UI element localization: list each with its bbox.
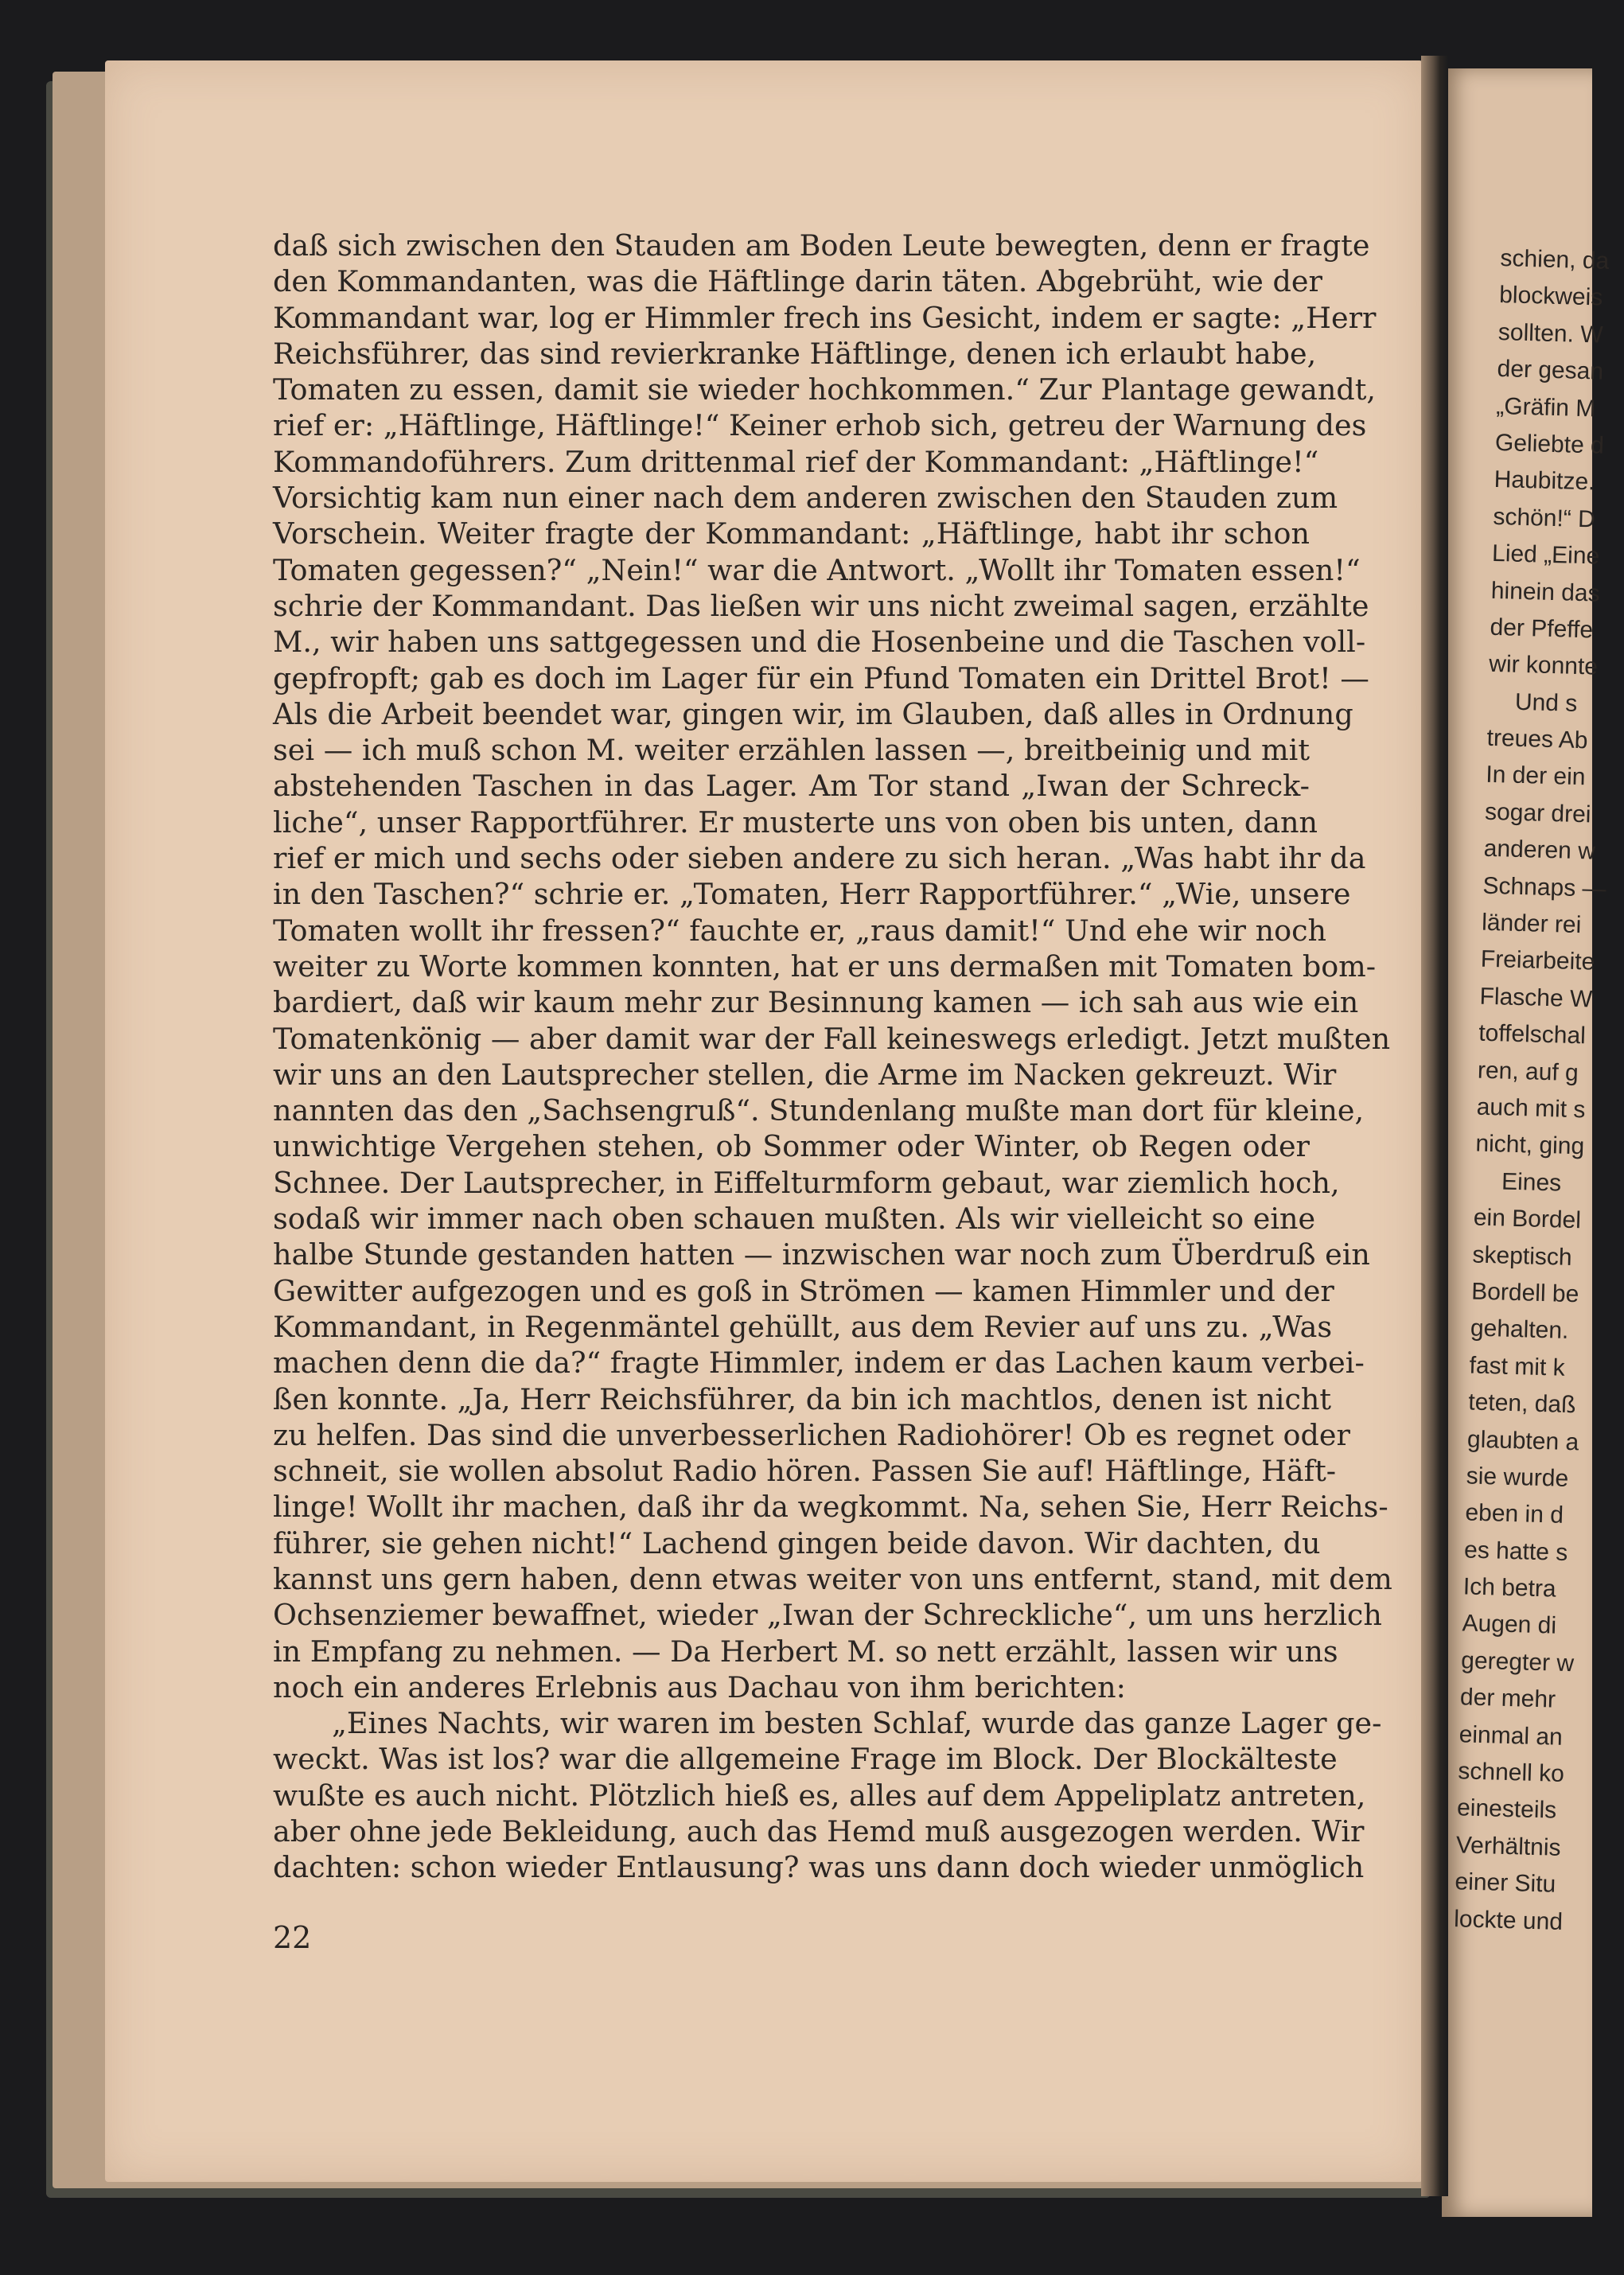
right-page-line: Verhältnis bbox=[1455, 1832, 1562, 1861]
text-line: weiter zu Worte kommen konnten, hat er uns dermaßen mit Tomaten bom- bbox=[273, 949, 1377, 984]
text-line: nannten das den „Sachsengruß“. Stundenlang mußte man dort für kleine, bbox=[273, 1093, 1365, 1128]
right-page-line: eben in d bbox=[1465, 1499, 1564, 1529]
right-page-line: anderen w bbox=[1483, 835, 1596, 865]
text-line: Tomaten zu essen, damit sie wieder hochkommen.“ Zur Plantage gewandt, bbox=[273, 372, 1377, 407]
text-line: rief er: „Häftlinge, Häftlinge!“ Keiner erhob sich, getreu der Warnung des bbox=[273, 408, 1367, 443]
text-line: ßen konnte. „Ja, Herr Reichsführer, da bin ich machtlos, denen ist nicht bbox=[273, 1381, 1332, 1416]
text-line: in den Taschen?“ schrie er. „Tomaten, Herr Rapportführer.“ „Wie, unsere bbox=[273, 877, 1351, 912]
right-page-line: hinein das bbox=[1490, 577, 1601, 607]
right-page-line: blockweis bbox=[1498, 282, 1603, 311]
right-page-line: Schnaps — bbox=[1482, 872, 1607, 902]
text-line: liche“, unser Rapportführer. Er musterte uns von oben bis unten, dann bbox=[273, 804, 1318, 839]
text-line: Kommandoführers. Zum drittenmal rief der Kommandant: „Häftlinge!“ bbox=[273, 444, 1319, 479]
right-page-line: skeptisch bbox=[1472, 1241, 1573, 1271]
text-line: führer, sie gehen nicht!“ Lachend gingen beide davon. Wir dachten, du bbox=[273, 1525, 1321, 1560]
right-page-line: Eines bbox=[1501, 1168, 1562, 1197]
text-line: bardiert, daß wir kaum mehr zur Besinnung kamen — ich sah aus wie ein bbox=[273, 985, 1359, 1020]
right-page-line: Freiarbeite bbox=[1480, 946, 1595, 976]
text-line: Tomaten wollt ihr fressen?“ fauchte er, „raus damit!“ Und ehe wir noch bbox=[273, 913, 1327, 948]
text-line: rief er mich und sechs oder sieben andere zu sich heran. „Was habt ihr da bbox=[273, 841, 1366, 876]
text-line: in Empfang zu nehmen. — Da Herbert M. so nett erzählt, lassen wir uns bbox=[273, 1634, 1338, 1669]
right-page-line: teten, daß bbox=[1467, 1389, 1576, 1419]
right-page-line: auch mit s bbox=[1476, 1093, 1586, 1124]
text-line: zu helfen. Das sind die unverbesserlichen Radiohörer! Ob es regnet oder bbox=[273, 1417, 1350, 1452]
right-page-line: Flasche W bbox=[1479, 983, 1593, 1013]
text-line: noch ein anderes Erlebnis aus Dachau von ihm berichten: bbox=[273, 1669, 1126, 1704]
text-line: daß sich zwischen den Stauden am Boden Leute bewegten, denn er fragte bbox=[273, 228, 1370, 263]
right-page-line: Bordell be bbox=[1470, 1278, 1579, 1308]
right-page-line: der gesan bbox=[1497, 356, 1604, 385]
text-line: Reichsführer, das sind revierkranke Häftlinge, denen ich erlaubt habe, bbox=[273, 336, 1317, 371]
text-line: Schnee. Der Lautsprecher, in Eiffelturmform gebaut, war ziemlich hoch, bbox=[273, 1165, 1340, 1200]
right-page-line: schön!“ D bbox=[1493, 503, 1596, 533]
right-page-line: wir konnte bbox=[1488, 651, 1599, 680]
text-line: dachten: schon wieder Entlausung? was uns dann doch wieder unmöglich bbox=[273, 1850, 1365, 1885]
right-page-line: treues Ab bbox=[1486, 724, 1588, 754]
right-page-line: toffelschal bbox=[1478, 1019, 1587, 1050]
right-page-line: nicht, ging bbox=[1474, 1130, 1585, 1160]
text-line: sodaß wir immer nach oben schauen mußten. Als wir vielleicht so eine bbox=[273, 1202, 1316, 1237]
text-line: Vorschein. Weiter fragte der Kommandant: „Häftlinge, habt ihr schon bbox=[273, 516, 1310, 551]
right-page-line: gehalten. bbox=[1470, 1315, 1569, 1345]
right-page-line: glaubten a bbox=[1466, 1425, 1579, 1455]
right-page-line: länder rei bbox=[1481, 909, 1582, 939]
right-page-line: es hatte s bbox=[1463, 1537, 1568, 1566]
text-line: Gewitter aufgezogen und es goß in Strömen — kamen Himmler und der bbox=[273, 1273, 1334, 1308]
text-line: linge! Wollt ihr machen, daß ihr da wegkommt. Na, sehen Sie, Herr Reichs- bbox=[273, 1490, 1388, 1525]
right-page-line: „Gräfin M bbox=[1495, 392, 1596, 422]
text-line: abstehenden Taschen in das Lager. Am Tor stand „Iwan der Schreck- bbox=[273, 769, 1310, 804]
text-line: schneit, sie wollen absolut Radio hören. Passen Sie auf! Häftlinge, Häft- bbox=[273, 1454, 1337, 1489]
text-line: kannst uns gern haben, denn etwas weiter von uns entfernt, stand, mit dem bbox=[273, 1561, 1392, 1596]
right-page-line: sogar drei bbox=[1484, 798, 1591, 828]
text-line: machen denn die da?“ fragte Himmler, indem er das Lachen kaum verbei- bbox=[273, 1346, 1365, 1381]
text-line: weckt. Was ist los? war die allgemeine Frage im Block. Der Blockälteste bbox=[273, 1742, 1338, 1777]
book-gutter bbox=[1421, 56, 1448, 2196]
right-page-line: Haubitze. bbox=[1494, 466, 1595, 496]
text-line: sei — ich muß schon M. weiter erzählen lassen —, breitbeinig und mit bbox=[273, 733, 1310, 768]
right-page-line: einmal an bbox=[1458, 1720, 1564, 1751]
right-page-line: schien, da bbox=[1500, 245, 1610, 275]
text-line: Ochsenziemer bewaffnet, wieder „Iwan der Schreckliche“, um uns herzlich bbox=[273, 1598, 1382, 1633]
right-page-line: geregter w bbox=[1460, 1647, 1575, 1677]
right-page-line: Ich betra bbox=[1462, 1573, 1557, 1603]
text-line: halbe Stunde gestanden hatten — inzwischen war noch zum Überdruß ein bbox=[273, 1237, 1370, 1272]
right-page-line: ein Bordel bbox=[1473, 1204, 1582, 1234]
text-line: M., wir haben uns sattgegessen und die Hosenbeine und die Taschen voll- bbox=[273, 625, 1366, 660]
text-line: gepfropft; gab es doch im Lager für ein Pfund Tomaten ein Drittel Brot! — bbox=[273, 660, 1369, 695]
right-page-line: lockte und bbox=[1453, 1905, 1564, 1935]
right-page-line: ren, auf g bbox=[1477, 1057, 1579, 1086]
text-line: Kommandant war, log er Himmler frech ins Gesicht, indem er sagte: „Herr bbox=[273, 300, 1377, 335]
right-page-line: einesteils bbox=[1456, 1794, 1557, 1825]
right-page-line: sie wurde bbox=[1466, 1463, 1569, 1492]
right-page-line: Und s bbox=[1514, 688, 1578, 717]
page-body-text bbox=[273, 228, 1392, 1886]
right-page-line: Geliebte d bbox=[1494, 429, 1605, 459]
text-line: Tomaten gegessen?“ „Nein!“ war die Antwort. „Wollt ihr Tomaten essen!“ bbox=[273, 552, 1361, 587]
text-line: unwichtige Vergehen stehen, ob Sommer oder Winter, ob Regen oder bbox=[273, 1129, 1310, 1164]
text-line: wußte es auch nicht. Plötzlich hieß es, alles auf dem Appeliplatz antreten, bbox=[273, 1778, 1366, 1813]
right-page-line: In der ein bbox=[1485, 762, 1586, 791]
page-number: 22 bbox=[273, 1920, 312, 1955]
text-line: Kommandant, in Regenmäntel gehüllt, aus dem Revier auf uns zu. „Was bbox=[273, 1309, 1333, 1344]
text-line: schrie der Kommandant. Das ließen wir uns nicht zweimal sagen, erzählte bbox=[273, 588, 1369, 623]
right-page-line: Lied „Eine bbox=[1491, 540, 1600, 570]
right-page-line: Augen di bbox=[1462, 1610, 1557, 1640]
right-page-line: schnell ko bbox=[1457, 1758, 1565, 1787]
right-page-line: der mehr bbox=[1459, 1684, 1556, 1713]
right-page-line: der Pfeffe bbox=[1490, 614, 1594, 644]
right-page-line: einer Situ bbox=[1455, 1868, 1556, 1898]
text-line: „Eines Nachts, wir waren im besten Schlaf, wurde das ganze Lager ge- bbox=[332, 1706, 1382, 1741]
text-line: Tomatenkönig — aber damit war der Fall keineswegs erledigt. Jetzt mußten bbox=[273, 1021, 1391, 1056]
text-line: wir uns an den Lautsprecher stellen, die Arme im Nacken gekreuzt. Wir bbox=[273, 1057, 1337, 1092]
text-line: den Kommandanten, was die Häftlinge darin täten. Abgebrüht, wie der bbox=[273, 264, 1322, 299]
text-line: Als die Arbeit beendet war, gingen wir, im Glauben, daß alles in Ordnung bbox=[273, 696, 1353, 731]
right-page-line: sollten. W bbox=[1497, 318, 1604, 349]
text-line: Vorsichtig kam nun einer nach dem anderen zwischen den Stauden zum bbox=[273, 481, 1338, 516]
right-page-line: fast mit k bbox=[1469, 1352, 1566, 1381]
text-line: aber ohne jede Bekleidung, auch das Hemd muß ausgezogen werden. Wir bbox=[273, 1814, 1365, 1849]
